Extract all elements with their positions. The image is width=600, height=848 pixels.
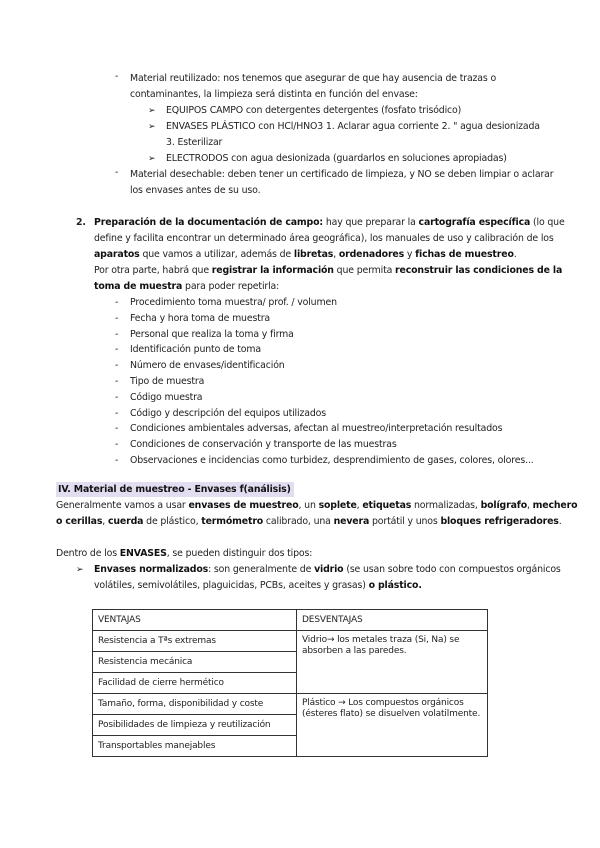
bold-text: bolígrafo xyxy=(480,500,527,511)
sub-item-envases: ENVASES PLÁSTICO con HCl/HNO3 1. Aclarar agua corriente 2. " agua desionizada xyxy=(166,121,540,132)
desventaja-cell-vidrio: Vidrio→ los metales traza (Si, Na) se absorben a las paredes. xyxy=(297,631,488,694)
bold-text: soplete xyxy=(318,500,357,511)
reutilizado-line-2: contaminantes, la limpieza será distinta en función del envase: xyxy=(130,89,418,100)
dash-bullet: - xyxy=(115,439,119,451)
text: calibrado, una xyxy=(263,516,334,527)
reutilizado-line-1: Material reutilizado: nos tenemos que asegurar de que hay ausencia de trazas o xyxy=(130,73,497,84)
text: que vamos a utilizar, además de xyxy=(139,249,294,260)
text: . xyxy=(513,249,517,260)
list-item: Identificación punto de toma xyxy=(130,344,261,356)
bold-text: Preparación de la documentación de campo: xyxy=(94,217,324,228)
sub-item-electrodos: ELECTRODOS con agua desionizada (guardarlos en soluciones apropiadas) xyxy=(166,153,507,164)
ventaja-cell: Facilidad de cierre hermético xyxy=(93,673,297,694)
dash-bullet: - xyxy=(115,167,119,178)
table-header-ventajas: VENTAJAS xyxy=(93,610,297,631)
desventaja-cell-plastico: Plástico → Los compuestos orgánicos (ésteres flato) se disuelven volatilmente. xyxy=(297,694,488,757)
bold-text: fichas de muestreo xyxy=(415,249,514,260)
ventajas-desventajas-table xyxy=(92,609,488,757)
list-item: Código y descripción del equipos utilizados xyxy=(130,407,326,419)
ventaja-cell: Transportables manejables xyxy=(93,736,297,757)
bold-text: ENVASES xyxy=(119,548,167,559)
list-number: 2. xyxy=(76,217,86,228)
ventaja-cell: Resistencia mecánica xyxy=(93,652,297,673)
bold-text: aparatos xyxy=(94,249,140,260)
dash-bullet: - xyxy=(115,455,119,466)
list-item: Fecha y hora toma de muestra xyxy=(130,312,271,324)
bold-text: cartografía específica xyxy=(418,217,531,228)
dash-bullet: - xyxy=(115,391,119,403)
list-item: Condiciones de conservación y transporte de las muestras xyxy=(130,439,397,451)
sub-item-equipos: EQUIPOS CAMPO con detergentes detergentes (fosfato trisódico) xyxy=(166,105,462,116)
list-item: Número de envases/identificación xyxy=(130,360,285,372)
bold-text: libretas xyxy=(293,249,334,260)
bold-text: toma de muestra xyxy=(94,281,183,292)
bold-text: o cerillas xyxy=(56,516,103,527)
desechable-line-2: los envases antes de su uso. xyxy=(130,185,261,196)
text: : son generalmente de xyxy=(208,564,315,575)
bold-text: mechero xyxy=(532,500,578,511)
text: que permita xyxy=(333,265,396,276)
ventaja-cell: Posibilidades de limpieza y reutilización xyxy=(93,715,297,736)
bold-text: envases de muestreo xyxy=(188,500,299,511)
dash-bullet: - xyxy=(115,71,119,82)
text: volátiles, semivolátiles, plaguicidas, PCBs, aceites y grasas) xyxy=(94,580,369,591)
dash-bullet: - xyxy=(115,423,119,435)
bold-text: etiquetas xyxy=(362,500,412,511)
table-header-desventajas: DESVENTAJAS xyxy=(297,610,488,631)
point2-line-4 xyxy=(94,263,562,279)
text: , xyxy=(356,500,363,511)
desechable-line-1: Material desechable: deben tener un certificado de limpieza, y NO se deben limpiar o aclarar xyxy=(130,169,554,180)
arrow-bullet-icon: ➢ xyxy=(76,565,84,575)
text: Dentro de los xyxy=(56,548,120,559)
text: , se pueden distinguir dos tipos: xyxy=(166,548,313,559)
dash-bullet: - xyxy=(115,312,119,324)
list-item: Observaciones e incidencias como turbidez, desprendimiento de gases, colores, olores... xyxy=(130,455,534,466)
envases-bullet-line-1 xyxy=(94,562,561,578)
text: , un xyxy=(298,500,319,511)
sub-item-envases-cont: 3. Esterilizar xyxy=(166,137,223,148)
text: , xyxy=(102,516,108,527)
text: hay que preparar la xyxy=(323,217,419,228)
dash-bullet: - xyxy=(115,360,119,372)
dash-bullet: - xyxy=(115,344,119,356)
table-row xyxy=(93,694,488,715)
bold-text: cuerda xyxy=(107,516,144,527)
table-row xyxy=(93,631,488,652)
text: para poder repetirla: xyxy=(182,281,280,292)
point2-line-5 xyxy=(94,279,279,295)
bold-text: o plástico. xyxy=(368,580,422,591)
bold-text: reconstruir las condiciones de la xyxy=(395,265,563,276)
section4-para-line-1 xyxy=(56,498,577,514)
section4-para-line-2 xyxy=(56,514,562,530)
list-item: Condiciones ambientales adversas, afectan al muestreo/interpretación resultados xyxy=(130,423,503,435)
point2-line-1 xyxy=(94,215,565,231)
dash-bullet: - xyxy=(115,328,119,340)
arrow-bullet-icon: ➢ xyxy=(148,154,156,164)
section-heading: IV. Material de muestreo - Envases f(análisis) xyxy=(56,482,294,497)
bold-text: vidrio xyxy=(314,564,344,575)
text: Por otra parte, habrá que xyxy=(94,265,212,276)
bold-text: ordenadores xyxy=(338,249,405,260)
point2-line-2: define y facilita encontrar un determinado área geográfica), los manuales de uso y calibración de los xyxy=(94,233,554,244)
bold-text: nevera xyxy=(333,516,370,527)
envases-bullet-line-2 xyxy=(94,578,422,594)
text: (lo que xyxy=(530,217,565,228)
text: portátil y unos xyxy=(369,516,441,527)
text: de plástico, xyxy=(143,516,202,527)
list-item: Personal que realiza la toma y firma xyxy=(130,328,294,340)
bold-text: termómetro xyxy=(201,516,264,527)
list-item: Código muestra xyxy=(130,391,203,403)
text: , xyxy=(527,500,533,511)
list-item: Procedimiento toma muestra/ prof. / volumen xyxy=(130,297,337,308)
bold-text: Envases normalizados xyxy=(94,564,209,575)
text: normalizadas, xyxy=(411,500,481,511)
dash-bullet: - xyxy=(115,297,119,308)
text: . xyxy=(558,516,562,527)
dash-bullet: - xyxy=(115,407,119,419)
bold-text: bloques refrigeradores xyxy=(440,516,559,527)
ventaja-cell: Resistencia a Tªs extremas xyxy=(93,631,297,652)
list-item: Tipo de muestra xyxy=(130,376,205,387)
bold-text: registrar la información xyxy=(211,265,334,276)
text: , xyxy=(333,249,339,260)
point2-line-3 xyxy=(94,247,517,263)
ventaja-cell: Tamaño, forma, disponibilidad y coste xyxy=(93,694,297,715)
section4-para-2 xyxy=(56,546,312,562)
text: y xyxy=(404,249,416,260)
table-header-row xyxy=(93,610,488,631)
arrow-bullet-icon: ➢ xyxy=(148,106,156,116)
dash-bullet: - xyxy=(115,376,119,387)
text: Generalmente vamos a usar xyxy=(56,500,189,511)
arrow-bullet-icon: ➢ xyxy=(148,122,156,132)
text: (se usan sobre todo con compuestos orgánicos xyxy=(343,564,561,575)
